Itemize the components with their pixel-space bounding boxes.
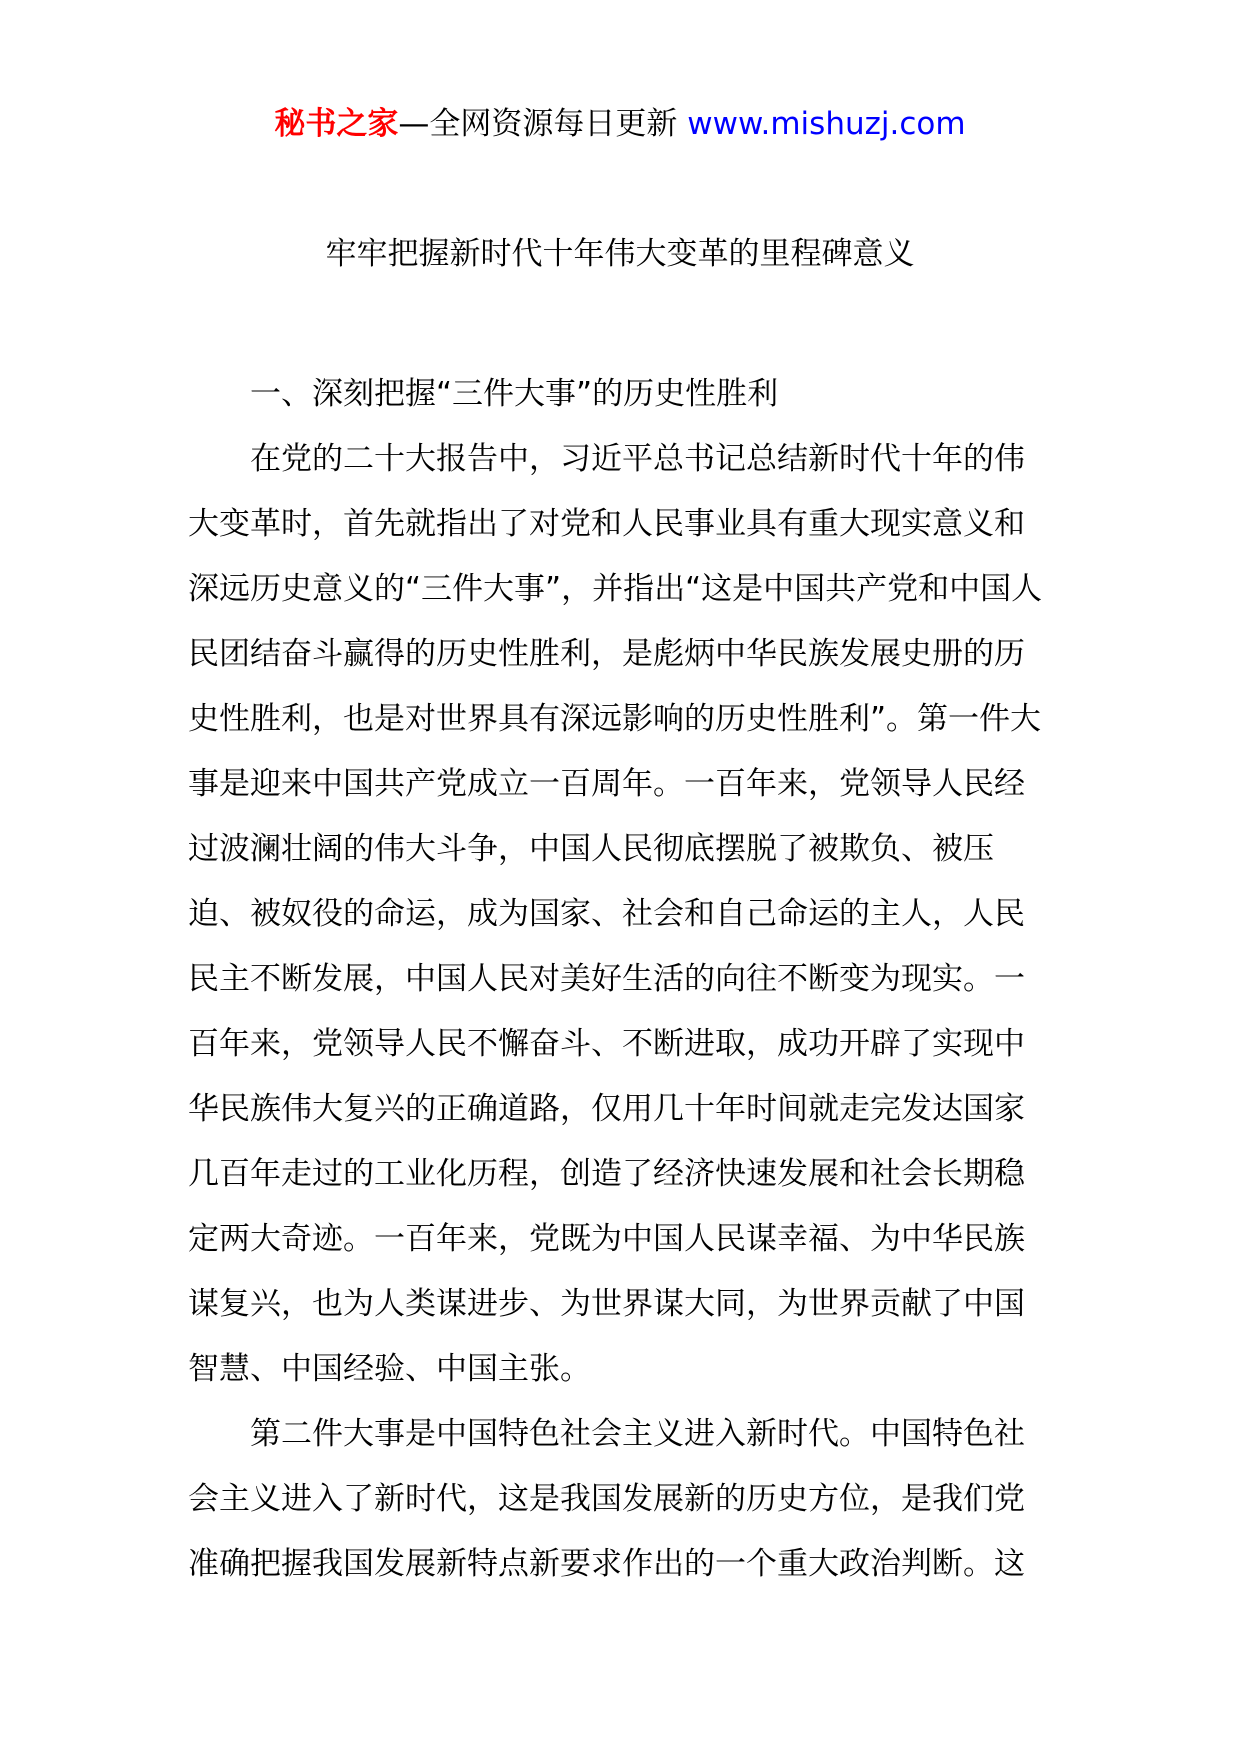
body-paragraph: 第二件大事是中国特色社会主义进入新时代。中国特色社会主义进入了新时代，这是我国发展新的历史方位，是我们党准确把握我国发展新特点新要求作出的一个重大政治判断。这	[188, 1416, 1025, 1582]
document-title: 牢牢把握新时代十年伟大变革的里程碑意义	[325, 236, 915, 272]
document-body	[188, 362, 1054, 1597]
site-url-link[interactable]: www.mishuzj.com	[687, 106, 966, 142]
header-tagline: —全网资源每日更新	[398, 106, 688, 142]
site-header	[0, 102, 1240, 146]
section-heading: 一、深刻把握“三件大事”的历史性胜利	[250, 376, 779, 412]
brand-name: 秘书之家	[274, 106, 399, 142]
body-paragraph: 在党的二十大报告中，习近平总书记总结新时代十年的伟大变革时，首先就指出了对党和人民事业具有重大现实意义和深远历史意义的“三件大事”，并指出“这是中国共产党和中国人民团结奋斗赢得的历史性胜利，是彪炳中华民族发展史册的历史性胜利，也是对世界具有深远影响的历史性胜利”。第一件大事是迎来中国共产党成立一百周年。一百年来，党领导人民经过波澜壮阔的伟大斗争，中国人民彻底摆脱了被欺负、被压迫、被奴役的命运，成为国家、社会和自己命运的主人，人民民主不断发展，中国人民对美好生活的向往不断变为现实。一百年来，党领导人民不懈奋斗、不断进取，成功开辟了实现中华民族伟大复兴的正确道路，仅用几十年时间就走完发达国家几百年走过的工业化历程，创造了经济快速发展和社会长期稳定两大奇迹。一百年来，党既为中国人民谋幸福、为中华民族谋复兴，也为人类谋进步、为世界谋大同，为世界贡献了中国智慧、中国经验、中国主张。	[188, 441, 1043, 1387]
